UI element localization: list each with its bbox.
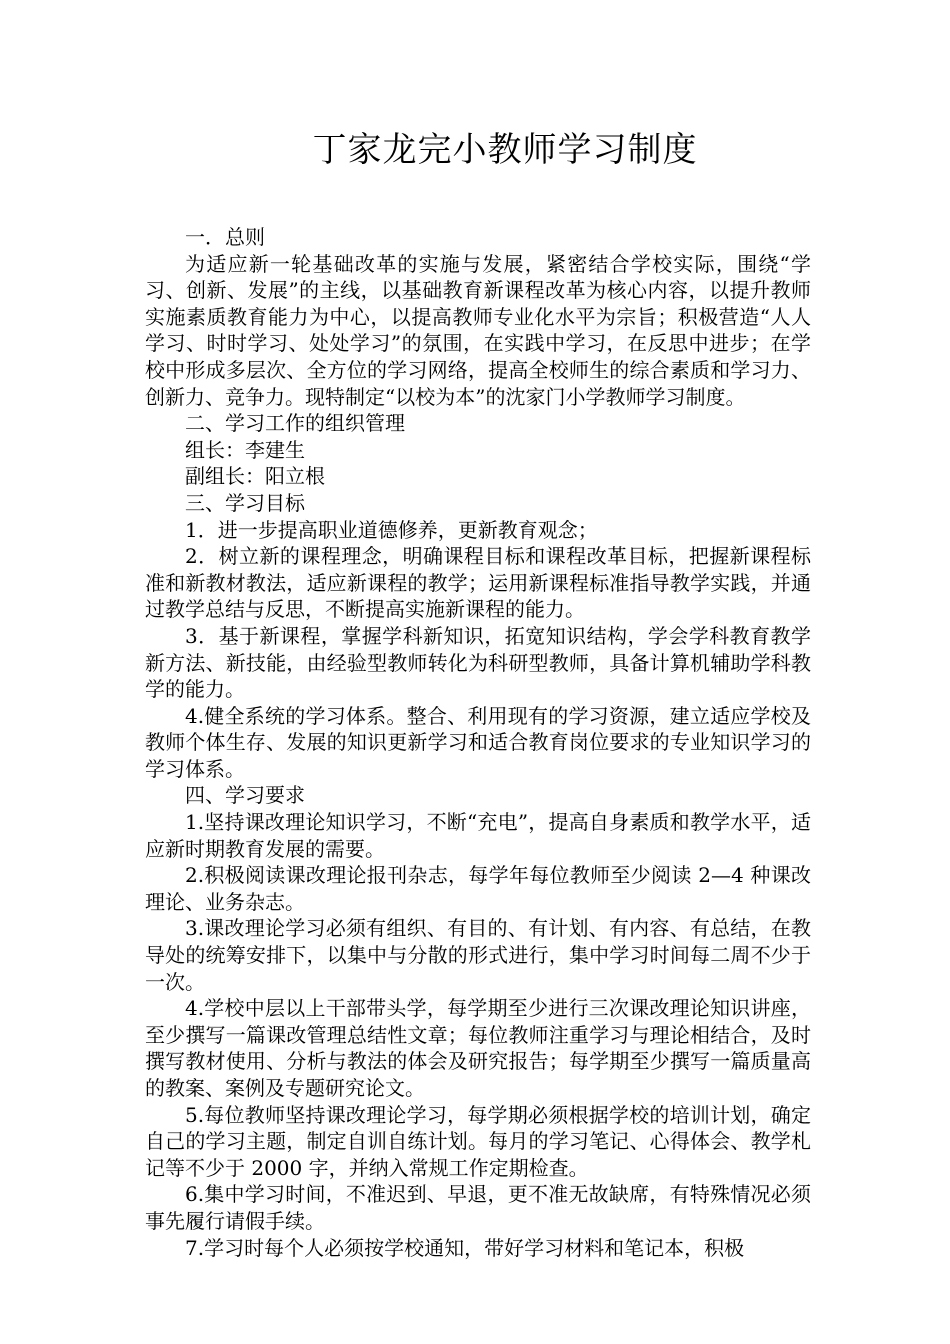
requirement-item-4: 4.学校中层以上干部带头学，每学期至少进行三次课改理论知识讲座，至少撰写一篇课改管理总结性文章；每位教师注重学习与理论相结合，及时撰写教材使用、分析与教法的体会及研究报告；每学期至少撰写一篇质量高的教案、案例及专题研究论文。 (145, 996, 811, 1100)
requirement-item-6: 6.集中学习时间，不准迟到、早退，更不准无故缺席，有特殊情况必须事先履行请假手续。 (145, 1182, 811, 1233)
requirement-item-3: 3.课改理论学习必须有组织、有目的、有计划、有内容、有总结，在教导处的统筹安排下，以集中与分散的形式进行，集中学习时间每二周不少于一次。 (145, 916, 811, 994)
goal-item-4: 4.健全系统的学习体系。整合、利用现有的学习资源，建立适应学校及教师个体生存、发展的知识更新学习和适合教育岗位要求的专业知识学习的学习体系。 (145, 703, 811, 781)
requirement-item-7: 7.学习时每个人必须按学校通知，带好学习材料和笔记本，积极 (185, 1235, 745, 1260)
goal-item-2: 2．树立新的课程理念，明确课程目标和课程改革目标，把握新课程标准和新教材教法，适应新课程的教学；运用新课程标准指导教学实践，并通过教学总结与反思，不断提高实施新课程的能力。 (145, 544, 811, 622)
paragraph-deputy-leader: 副组长：阳立根 (185, 464, 325, 489)
goal-item-1: 1．进一步提高职业道德修养，更新教育观念； (185, 517, 598, 542)
document-body (145, 224, 811, 1261)
section-heading-general: 一．总则 (185, 225, 265, 249)
paragraph-general-intro: 为适应新一轮基础改革的实施与发展，紧密结合学校实际，围绕“学习、创新、发展”的主线，以基础教育新课程改革为核心内容，以提升教师实施素质教育能力为中心，以提高教师专业化水平为宗旨；积极营造“人人学习、时时学习、处处学习”的氛围，在实践中学习，在反思中进步；在学校中形成多层次、全方位的学习网络，提高全校师生的综合素质和学习力、创新力、竞争力。现特制定“以校为本”的沈家门小学教师学习制度。 (145, 251, 811, 409)
section-heading-goals: 三、学习目标 (185, 490, 305, 515)
section-heading-organization: 二、学习工作的组织管理 (185, 411, 405, 436)
requirement-item-2: 2.积极阅读课改理论报刊杂志，每学年每位教师至少阅读 2—4 种课改理论、业务杂志。 (145, 863, 811, 914)
requirement-item-5: 5.每位教师坚持课改理论学习，每学期必须根据学校的培训计划，确定自己的学习主题，制定自训自练计划。每月的学习笔记、心得体会、教学札记等不少于 2000 字，并纳入常规工作定期检查。 (145, 1102, 811, 1180)
document-title: 丁家龙完小教师学习制度 (312, 130, 698, 170)
section-heading-requirements: 四、学习要求 (185, 783, 305, 808)
paragraph-group-leader: 组长：李建生 (185, 437, 305, 462)
goal-item-3: 3．基于新课程，掌握学科新知识，拓宽知识结构，学会学科教育教学新方法、新技能，由经验型教师转化为科研型教师，具备计算机辅助学科教学的能力。 (145, 623, 811, 702)
requirement-item-1: 1.坚持课改理论知识学习，不断“充电”，提高自身素质和教学水平，适应新时期教育发展的需要。 (145, 810, 811, 861)
